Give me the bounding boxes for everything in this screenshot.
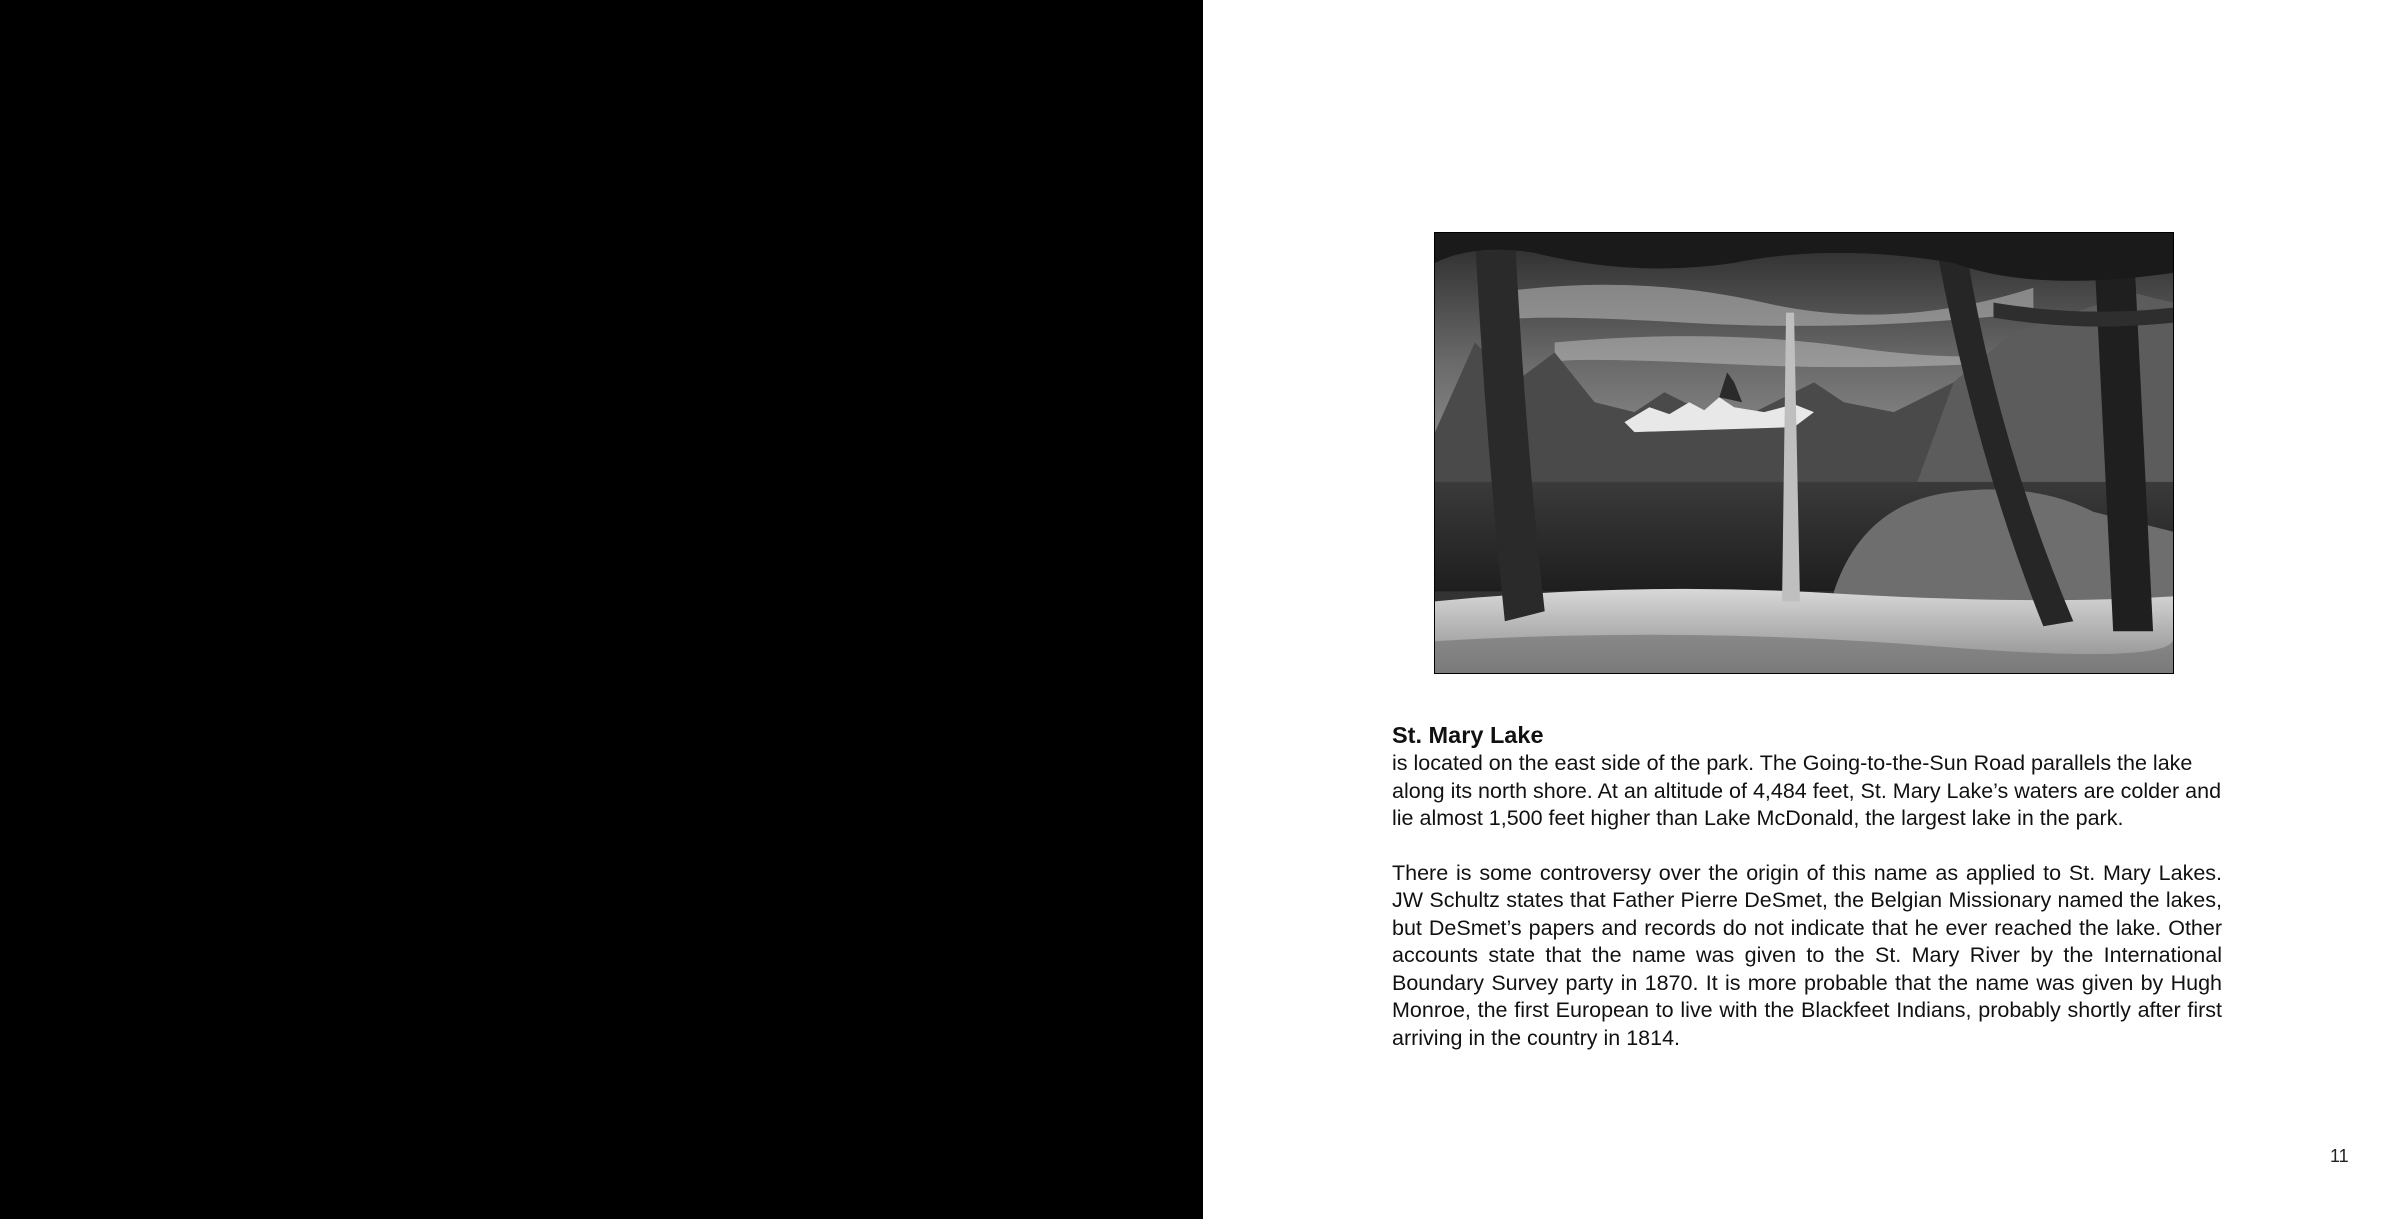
article-paragraph-2: There is some controversy over the origin of this name as applied to St. Mary Lakes. JW Schultz states that Father Pierre DeSmet, the Belgian Missionary named the lakes, but DeSmet’s papers and records do not indicate that he ever reached the lake. Other accounts state that the name was given to the St. Mary River by the International Boundary Survey party in 1870. It is more probable that the name was given by Hugh Monroe, the first European to live with the Blackfeet Indians, probably shortly after first arriving in the country in 1814. xyxy=(1392,860,2222,1050)
page-number: 11 xyxy=(2330,1146,2349,1166)
article-heading: St. Mary Lake xyxy=(1392,722,1544,748)
article-paragraph-1: is located on the east side of the park. The Going-to-the-Sun Road parallels the lake along its north shore. At an altitude of 4,484 feet, St. Mary Lake’s waters are colder and lie almost 1,500 feet higher than Lake McDonald, the largest lake in the park. xyxy=(1392,751,2222,830)
article-text xyxy=(1392,720,2222,1052)
lake-photo-illustration xyxy=(1435,233,2173,673)
lake-photo xyxy=(1434,232,2174,674)
